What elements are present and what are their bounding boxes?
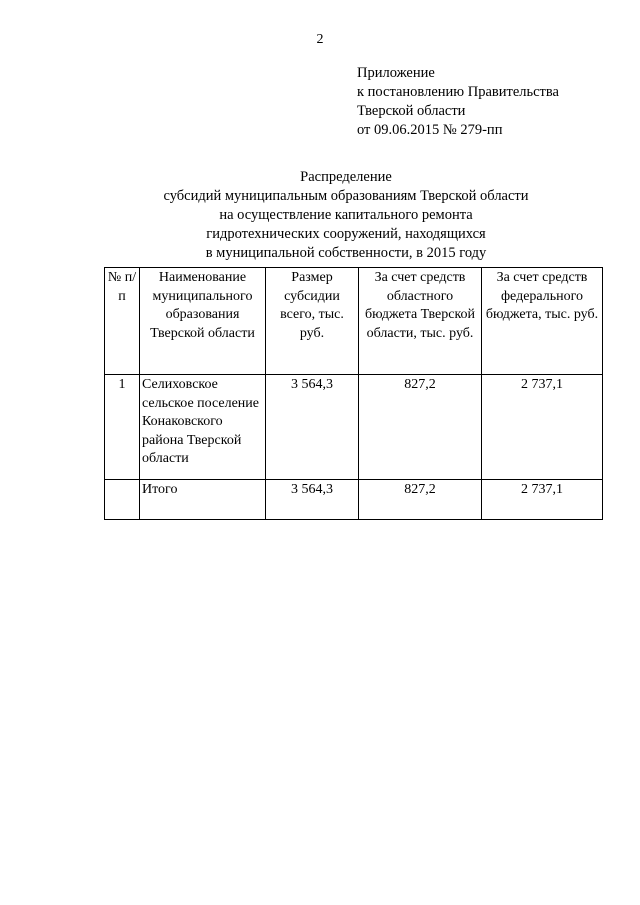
appendix-block: [357, 64, 559, 140]
appendix-line: Приложение: [357, 65, 435, 81]
page-number: 2: [316, 32, 324, 47]
title-line: гидротехнических сооружений, находящихся: [206, 226, 486, 242]
cell-regional-budget: 827,2: [359, 480, 482, 520]
distribution-table: [104, 267, 603, 520]
title-line: Распределение: [300, 169, 392, 185]
table-total-row: [105, 480, 603, 520]
table-row: [105, 375, 603, 480]
header-federal-budget: За счет средств федерального бюджета, тыс. руб.: [482, 268, 603, 375]
header-number: № п/п: [105, 268, 140, 375]
cell-number: 1: [105, 375, 140, 480]
cell-number: [105, 480, 140, 520]
table-header-row: [105, 268, 603, 375]
cell-municipality: Селиховское сельское поселение Конаковского района Тверской области: [140, 375, 266, 480]
cell-subsidy-total: 3 564,3: [266, 480, 359, 520]
cell-federal-budget: 2 737,1: [482, 375, 603, 480]
title-line: субсидий муниципальным образованиям Тверской области: [163, 188, 529, 204]
header-municipality: Наименование муниципального образования Тверской области: [140, 268, 266, 375]
cell-regional-budget: 827,2: [359, 375, 482, 480]
cell-subsidy-total: 3 564,3: [266, 375, 359, 480]
cell-total-label: Итого: [140, 480, 266, 520]
header-regional-budget: За счет средств областного бюджета Тверской области, тыс. руб.: [359, 268, 482, 375]
appendix-line: от 09.06.2015 № 279-пп: [357, 122, 503, 138]
appendix-line: к постановлению Правительства: [357, 84, 559, 100]
title-line: на осуществление капитального ремонта: [219, 207, 473, 223]
document-title: [0, 168, 640, 263]
title-line: в муниципальной собственности, в 2015 году: [205, 245, 487, 261]
appendix-line: Тверской области: [357, 103, 466, 119]
header-subsidy-total: Размер субсидии всего, тыс. руб.: [266, 268, 359, 375]
cell-federal-budget: 2 737,1: [482, 480, 603, 520]
